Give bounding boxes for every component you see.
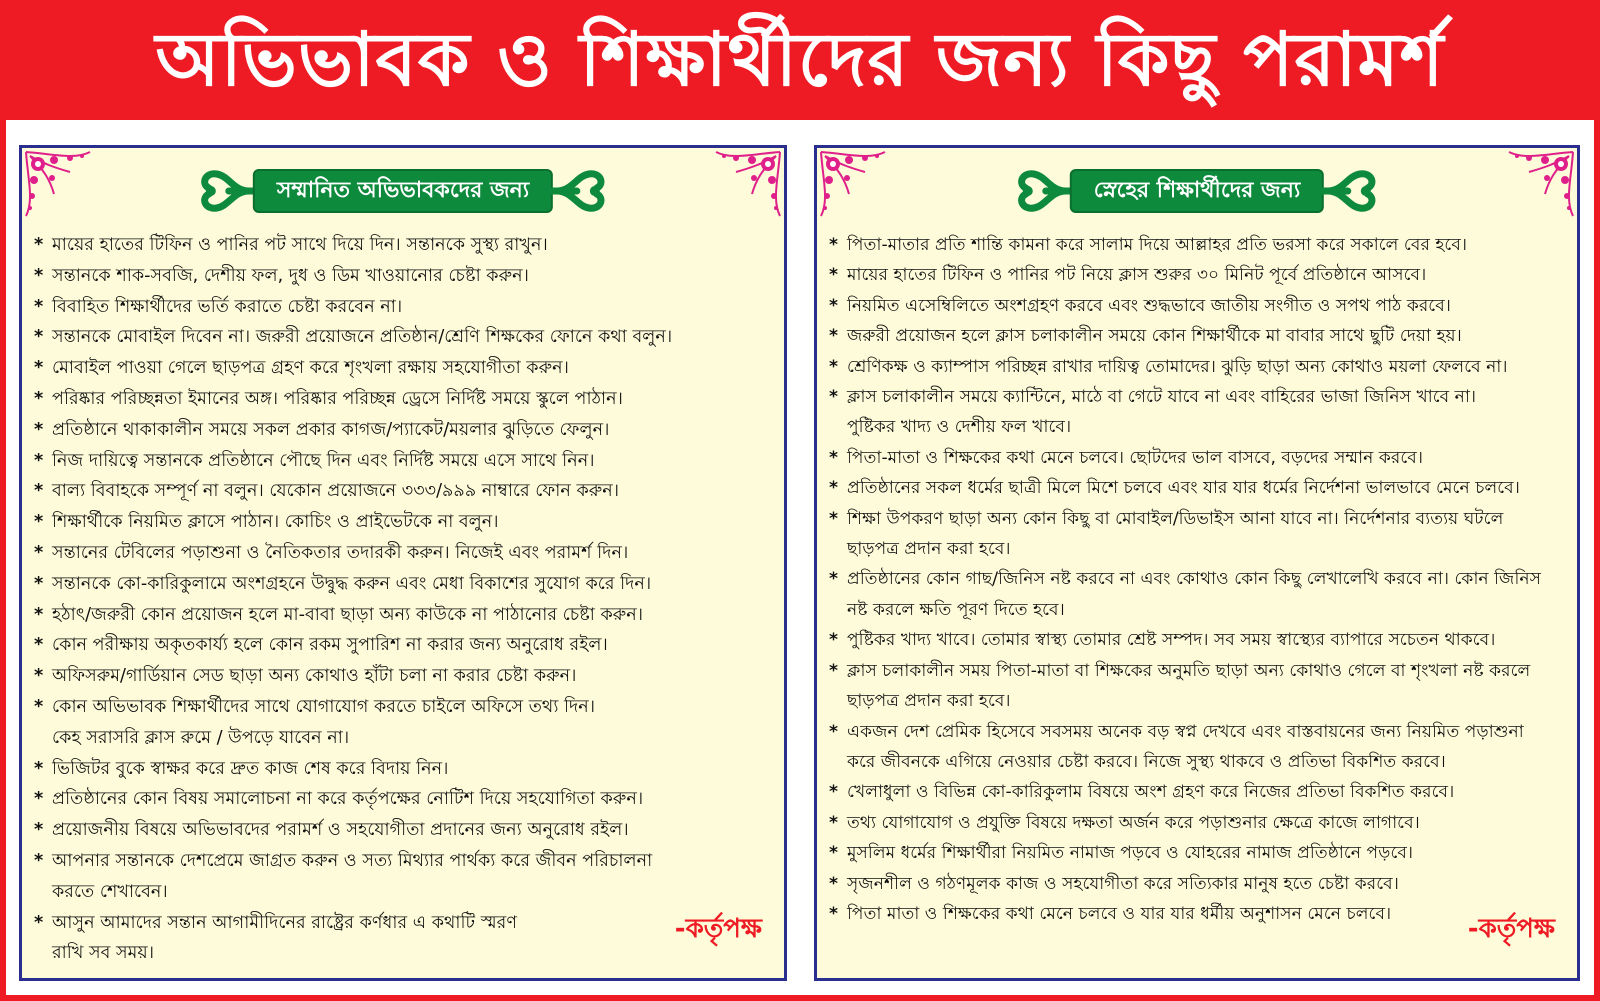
list-item: * সৃজনশীল ও গঠণমূলক কাজ ও সহযোগীতা করে সত্যিকার মানুষ হতে চেষ্টা করবে। (827, 869, 1569, 899)
parents-panel (19, 145, 787, 981)
list-item: * নিয়মিত এসেম্বিলিতে অংশগ্রহণ করবে এবং শুদ্ধভাবে জাতীয় সংগীত ও সপথ পাঠ করবে। (827, 291, 1569, 321)
list-item: * প্রতিষ্ঠানের কোন বিষয় সমালোচনা না করে কর্তৃপক্ষের নোটিশ দিয়ে সহযোগিতা করুন। (32, 784, 776, 815)
parents-advice-list (32, 230, 776, 969)
list-item: * শিক্ষার্থীকে নিয়মিত ক্লাসে পাঠান। কোচিং ও প্রাইভেটকে না বলুন। (32, 507, 776, 538)
list-item: * সন্তানকে শাক-সবজি, দেশীয় ফল, দুধ ও ডিম খাওয়ানোর চেষ্টা করুন। (32, 261, 776, 292)
scroll-ornament-icon (1318, 156, 1388, 226)
list-item: * মায়ের হাতের টিফিন ও পানির পট সাথে দিয়ে দিন। সন্তানকে সুস্থ্য রাখুন। (32, 230, 776, 261)
list-item: * সন্তানের টেবিলের পড়াশুনা ও নৈতিকতার তদারকী করুন। নিজেই এবং পরামর্শ দিন। (32, 538, 776, 569)
parents-heading-label: সম্মানিত অভিভাবকদের জন্য (253, 169, 553, 213)
list-item: * পিতা-মাতার প্রতি শান্তি কামনা করে সালাম দিয়ে আল্লাহর প্রতি ভরসা করে সকালে বের হবে। (827, 230, 1569, 260)
list-item: * শিক্ষা উপকরণ ছাড়া অন্য কোন কিছু বা মোবাইল/ডিভাইস আনা যাবে না। নির্দেশনার ব্যত্যয় ঘটলে ছাড়পত্র প্রদান করা হবে। (827, 504, 1569, 565)
students-panel (814, 145, 1580, 981)
list-item: * ক্লাস চলাকালীন সময় পিতা-মাতা বা শিক্ষকের অনুমতি ছাড়া অন্য কোথাও গেলে বা শৃংখলা নষ্ট করলে ছাড়পত্র প্রদান করা হবে। (827, 656, 1569, 717)
list-item: * বিবাহিত শিক্ষার্থীদের ভর্তি করাতে চেষ্টা করবেন না। (32, 292, 776, 323)
list-item: * জরুরী প্রয়োজন হলে ক্লাস চলাকালীন সময়ে কোন শিক্ষার্থীকে মা বাবার সাথে ছুটি দেয়া হয়। (827, 321, 1569, 351)
authority-signature: -কর্তৃপক্ষ (674, 914, 762, 944)
page-title: অভিভাবক ও শিক্ষার্থীদের জন্য কিছু পরামর্শ (155, 17, 1445, 103)
students-heading (1006, 156, 1388, 226)
list-item: * বাল্য বিবাহকে সম্পূর্ণ না বলুন। যেকোন প্রয়োজনে ৩৩৩/৯৯৯ নাম্বারে ফোন করুন। (32, 476, 776, 507)
list-item: * তথ্য যোগাযোগ ও প্রযুক্তি বিষয়ে দক্ষতা অর্জন করে পড়াশুনার ক্ষেত্রে কাজে লাগাবে। (827, 808, 1569, 838)
list-item: * পরিষ্কার পরিচ্ছন্নতা ইমানের অঙ্গ। পরিষ্কার পরিচ্ছন্ন ড্রেসে নির্দিষ্ট সময়ে স্কুলে পাঠান। (32, 384, 776, 415)
list-item: * ভিজিটর বুকে স্বাক্ষর করে দ্রুত কাজ শেষ করে বিদায় নিন। (32, 754, 776, 785)
list-item: * পিতা-মাতা ও শিক্ষকের কথা মেনে চলবে। ছোটদের ভাল বাসবে, বড়দের সম্মান করবে। (827, 443, 1569, 473)
list-item: * একজন দেশ প্রেমিক হিসেবে সবসময় অনেক বড় স্বপ্ন দেখবে এবং বাস্তবায়নের জন্য নিয়মিত পড়াশুনা করে জীবনকে এগিয়ে নেওয়ার চেষ্টা করবে। নিজে সুস্থ্য থাকবে ও প্রতিভা বিকশিত করবে। (827, 717, 1569, 778)
scroll-ornament-icon (1006, 156, 1076, 226)
list-item: * আপনার সন্তানকে দেশপ্রেমে জাগ্রত করুন ও সত্য মিথ্যার পার্থক্য করে জীবন পরিচালনা করতে শেখাবেন। (32, 846, 776, 908)
list-item: * খেলাধুলা ও বিভিন্ন কো-কারিকুলাম বিষয়ে অংশ গ্রহণ করে নিজের প্রতিভা বিকশিত করবে। (827, 777, 1569, 807)
floral-corner-icon (712, 150, 782, 220)
list-item: * পুষ্টিকর খাদ্য খাবে। তোমার স্বাস্থ্য তোমার শ্রেষ্ট সম্পদ। সব সময় স্বাস্থ্যের ব্যাপারে সচেতন থাকবে। (827, 625, 1569, 655)
list-item: * কোন পরীক্ষায় অকৃতকার্য্য হলে কোন রকম সুপারিশ না করার জন্য অনুরোধ রইল। (32, 630, 776, 661)
scroll-ornament-icon (547, 156, 617, 226)
students-advice-list (827, 230, 1569, 929)
floral-corner-icon (1505, 150, 1575, 220)
list-item: * অফিসরুম/গার্ডিয়ান সেড ছাড়া অন্য কোথাও হাঁটা চলা না করার চেষ্টা করুন। (32, 661, 776, 692)
list-item: * আসুন আমাদের সন্তান আগামীদিনের রাষ্ট্রের কর্ণধার এ কথাটি স্মরণ রাখি সব সময়। (32, 908, 776, 970)
scroll-ornament-icon (189, 156, 259, 226)
authority-signature: -কর্তৃপক্ষ (1467, 914, 1555, 944)
floral-corner-icon (819, 150, 889, 220)
list-item: * প্রয়োজনীয় বিষয়ে অভিভাবদের পরামর্শ ও সহযোগীতা প্রদানের জন্য অনুরোধ রইল। (32, 815, 776, 846)
list-item: * পিতা মাতা ও শিক্ষকের কথা মেনে চলবে ও যার যার ধর্মীয় অনুশাসন মেনে চলবে। (827, 899, 1569, 929)
list-item: * সন্তানকে কো-কারিকুলামে অংশগ্রহনে উদ্বুদ্ধ করুন এবং মেধা বিকাশের সুযোগ করে দিন। (32, 569, 776, 600)
list-item: * মোবাইল পাওয়া গেলে ছাড়পত্র গ্রহণ করে শৃংখলা রক্ষায় সহযোগীতা করুন। (32, 353, 776, 384)
list-item: * শ্রেণিকক্ষ ও ক্যাম্পাস পরিচ্ছন্ন রাখার দায়িত্ব তোমাদের। ঝুড়ি ছাড়া অন্য কোথাও ময়লা ফেলবে না। (827, 352, 1569, 382)
list-item: * মুসলিম ধর্মের শিক্ষার্থীরা নিয়মিত নামাজ পড়বে ও যোহরের নামাজ প্রতিষ্ঠানে পড়বে। (827, 838, 1569, 868)
title-banner (0, 0, 1600, 120)
list-item: * হঠাৎ/জরুরী কোন প্রয়োজন হলে মা-বাবা ছাড়া অন্য কাউকে না পাঠানোর চেষ্টা করুন। (32, 600, 776, 631)
parents-heading (189, 156, 617, 226)
list-item: * কোন অভিভাবক শিক্ষার্থীদের সাথে যোগাযোগ করতে চাইলে অফিসে তথ্য দিন। কেহ সরাসরি ক্লাস রুমে / উপড়ে যাবেন না। (32, 692, 776, 754)
floral-corner-icon (24, 150, 94, 220)
list-item: * সন্তানকে মোবাইল দিবেন না। জরুরী প্রয়োজনে প্রতিষ্ঠান/শ্রেণি শিক্ষকের ফোনে কথা বলুন। (32, 322, 776, 353)
list-item: * প্রতিষ্ঠানে থাকাকালীন সময়ে সকল প্রকার কাগজ/প্যাকেট/ময়লার ঝুড়িতে ফেলুন। (32, 415, 776, 446)
students-heading-label: স্নেহের শিক্ষার্থীদের জন্য (1070, 169, 1324, 213)
list-item: * মায়ের হাতের টিফিন ও পানির পট নিয়ে ক্লাস শুরুর ৩০ মিনিট পূর্বে প্রতিষ্ঠানে আসবে। (827, 260, 1569, 290)
list-item: * নিজ দায়িত্বে সন্তানকে প্রতিষ্ঠানে পৌছে দিন এবং নির্দিষ্ট সময়ে এসে সাথে নিন। (32, 446, 776, 477)
list-item: * প্রতিষ্ঠানের সকল ধর্মের ছাত্রী মিলে মিশে চলবে এবং যার যার ধর্মের নির্দেশনা ভালভাবে মেনে চলবে। (827, 473, 1569, 503)
list-item: * প্রতিষ্ঠানের কোন গাছ/জিনিস নষ্ট করবে না এবং কোথাও কোন কিছু লেখালেখি করবে না। কোন জিনিস নষ্ট করলে ক্ষতি পূরণ দিতে হবে। (827, 564, 1569, 625)
list-item: * ক্লাস চলাকালীন সময়ে ক্যান্টিনে, মাঠে বা গেটে যাবে না এবং বাহিরের ভাজা জিনিস খাবে না। পুষ্টিকর খাদ্য ও দেশীয় ফল খাবে। (827, 382, 1569, 443)
